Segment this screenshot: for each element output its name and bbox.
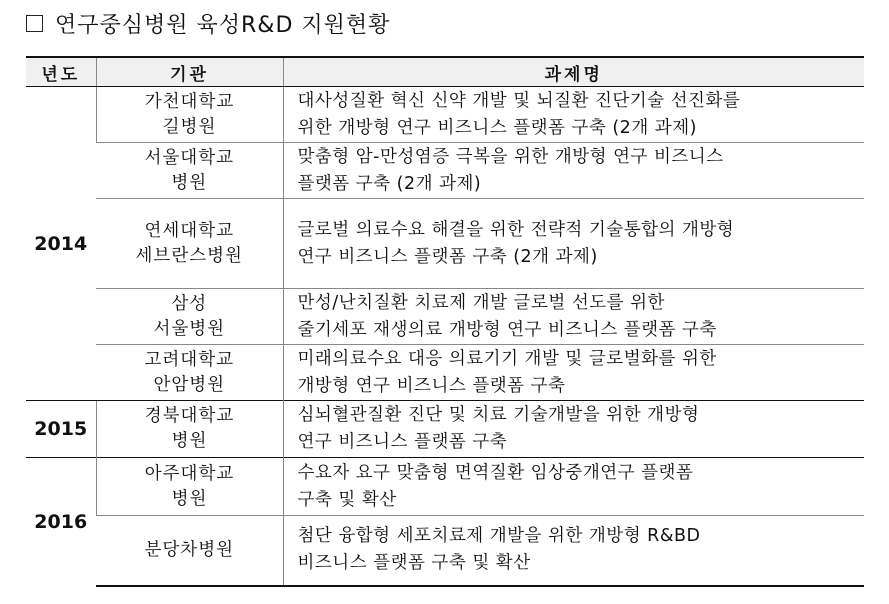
task-cell: 수요자 요구 맞춤형 면역질환 임상중개연구 플랫폼 구축 및 확산	[283, 458, 864, 516]
institution-cell: 가천대학교 길병원	[96, 87, 283, 143]
header-task: 과제명	[283, 57, 864, 87]
year-cell: 2014	[26, 87, 96, 401]
task-cell: 맞춤형 암-만성염증 극복을 위한 개방형 연구 비즈니스 플랫폼 구축 (2개 과제)	[283, 143, 864, 199]
task-cell: 만성/난치질환 치료제 개발 글로벌 선도를 위한 줄기세포 재생의료 개방형 연구 비즈니스 플랫폼 구축	[283, 289, 864, 345]
year-cell: 2015	[26, 401, 96, 458]
task-cell: 미래의료수요 대응 의료기기 개발 및 글로벌화를 위한 개방형 연구 비즈니스 플랫폼 구축	[283, 345, 864, 401]
institution-cell: 분당차병원	[96, 516, 283, 586]
task-cell: 글로벌 의료수요 해결을 위한 전략적 기술통합의 개방형 연구 비즈니스 플랫폼 구축 (2개 과제)	[283, 199, 864, 289]
table-row	[26, 458, 864, 516]
institution-cell: 경북대학교 병원	[96, 401, 283, 458]
institution-cell: 삼성 서울병원	[96, 289, 283, 345]
task-cell: 대사성질환 혁신 신약 개발 및 뇌질환 진단기술 선진화를 위한 개방형 연구 비즈니스 플랫폼 구축 (2개 과제)	[283, 87, 864, 143]
table-row	[26, 401, 864, 458]
table-row	[26, 345, 864, 401]
institution-cell: 연세대학교 세브란스병원	[96, 199, 283, 289]
institution-cell: 아주대학교 병원	[96, 458, 283, 516]
support-status-table	[26, 56, 864, 587]
table-row	[26, 87, 864, 143]
table-header-row	[26, 57, 864, 87]
checkbox-square-icon	[26, 15, 43, 32]
header-year: 년도	[26, 57, 96, 87]
task-cell: 심뇌혈관질환 진단 및 치료 기술개발을 위한 개방형 연구 비즈니스 플랫폼 구축	[283, 401, 864, 458]
institution-cell: 고려대학교 안암병원	[96, 345, 283, 401]
header-institution: 기관	[96, 57, 283, 87]
table-row	[26, 199, 864, 289]
section-heading	[26, 6, 390, 40]
table-row	[26, 143, 864, 199]
heading-text: 연구중심병원 육성R&D 지원현황	[55, 12, 391, 38]
task-cell: 첨단 융합형 세포치료제 개발을 위한 개방형 R&BD 비즈니스 플랫폼 구축 및 확산	[283, 516, 864, 586]
year-cell: 2016	[26, 458, 96, 586]
table-row	[26, 516, 864, 586]
table-row	[26, 289, 864, 345]
institution-cell: 서울대학교 병원	[96, 143, 283, 199]
